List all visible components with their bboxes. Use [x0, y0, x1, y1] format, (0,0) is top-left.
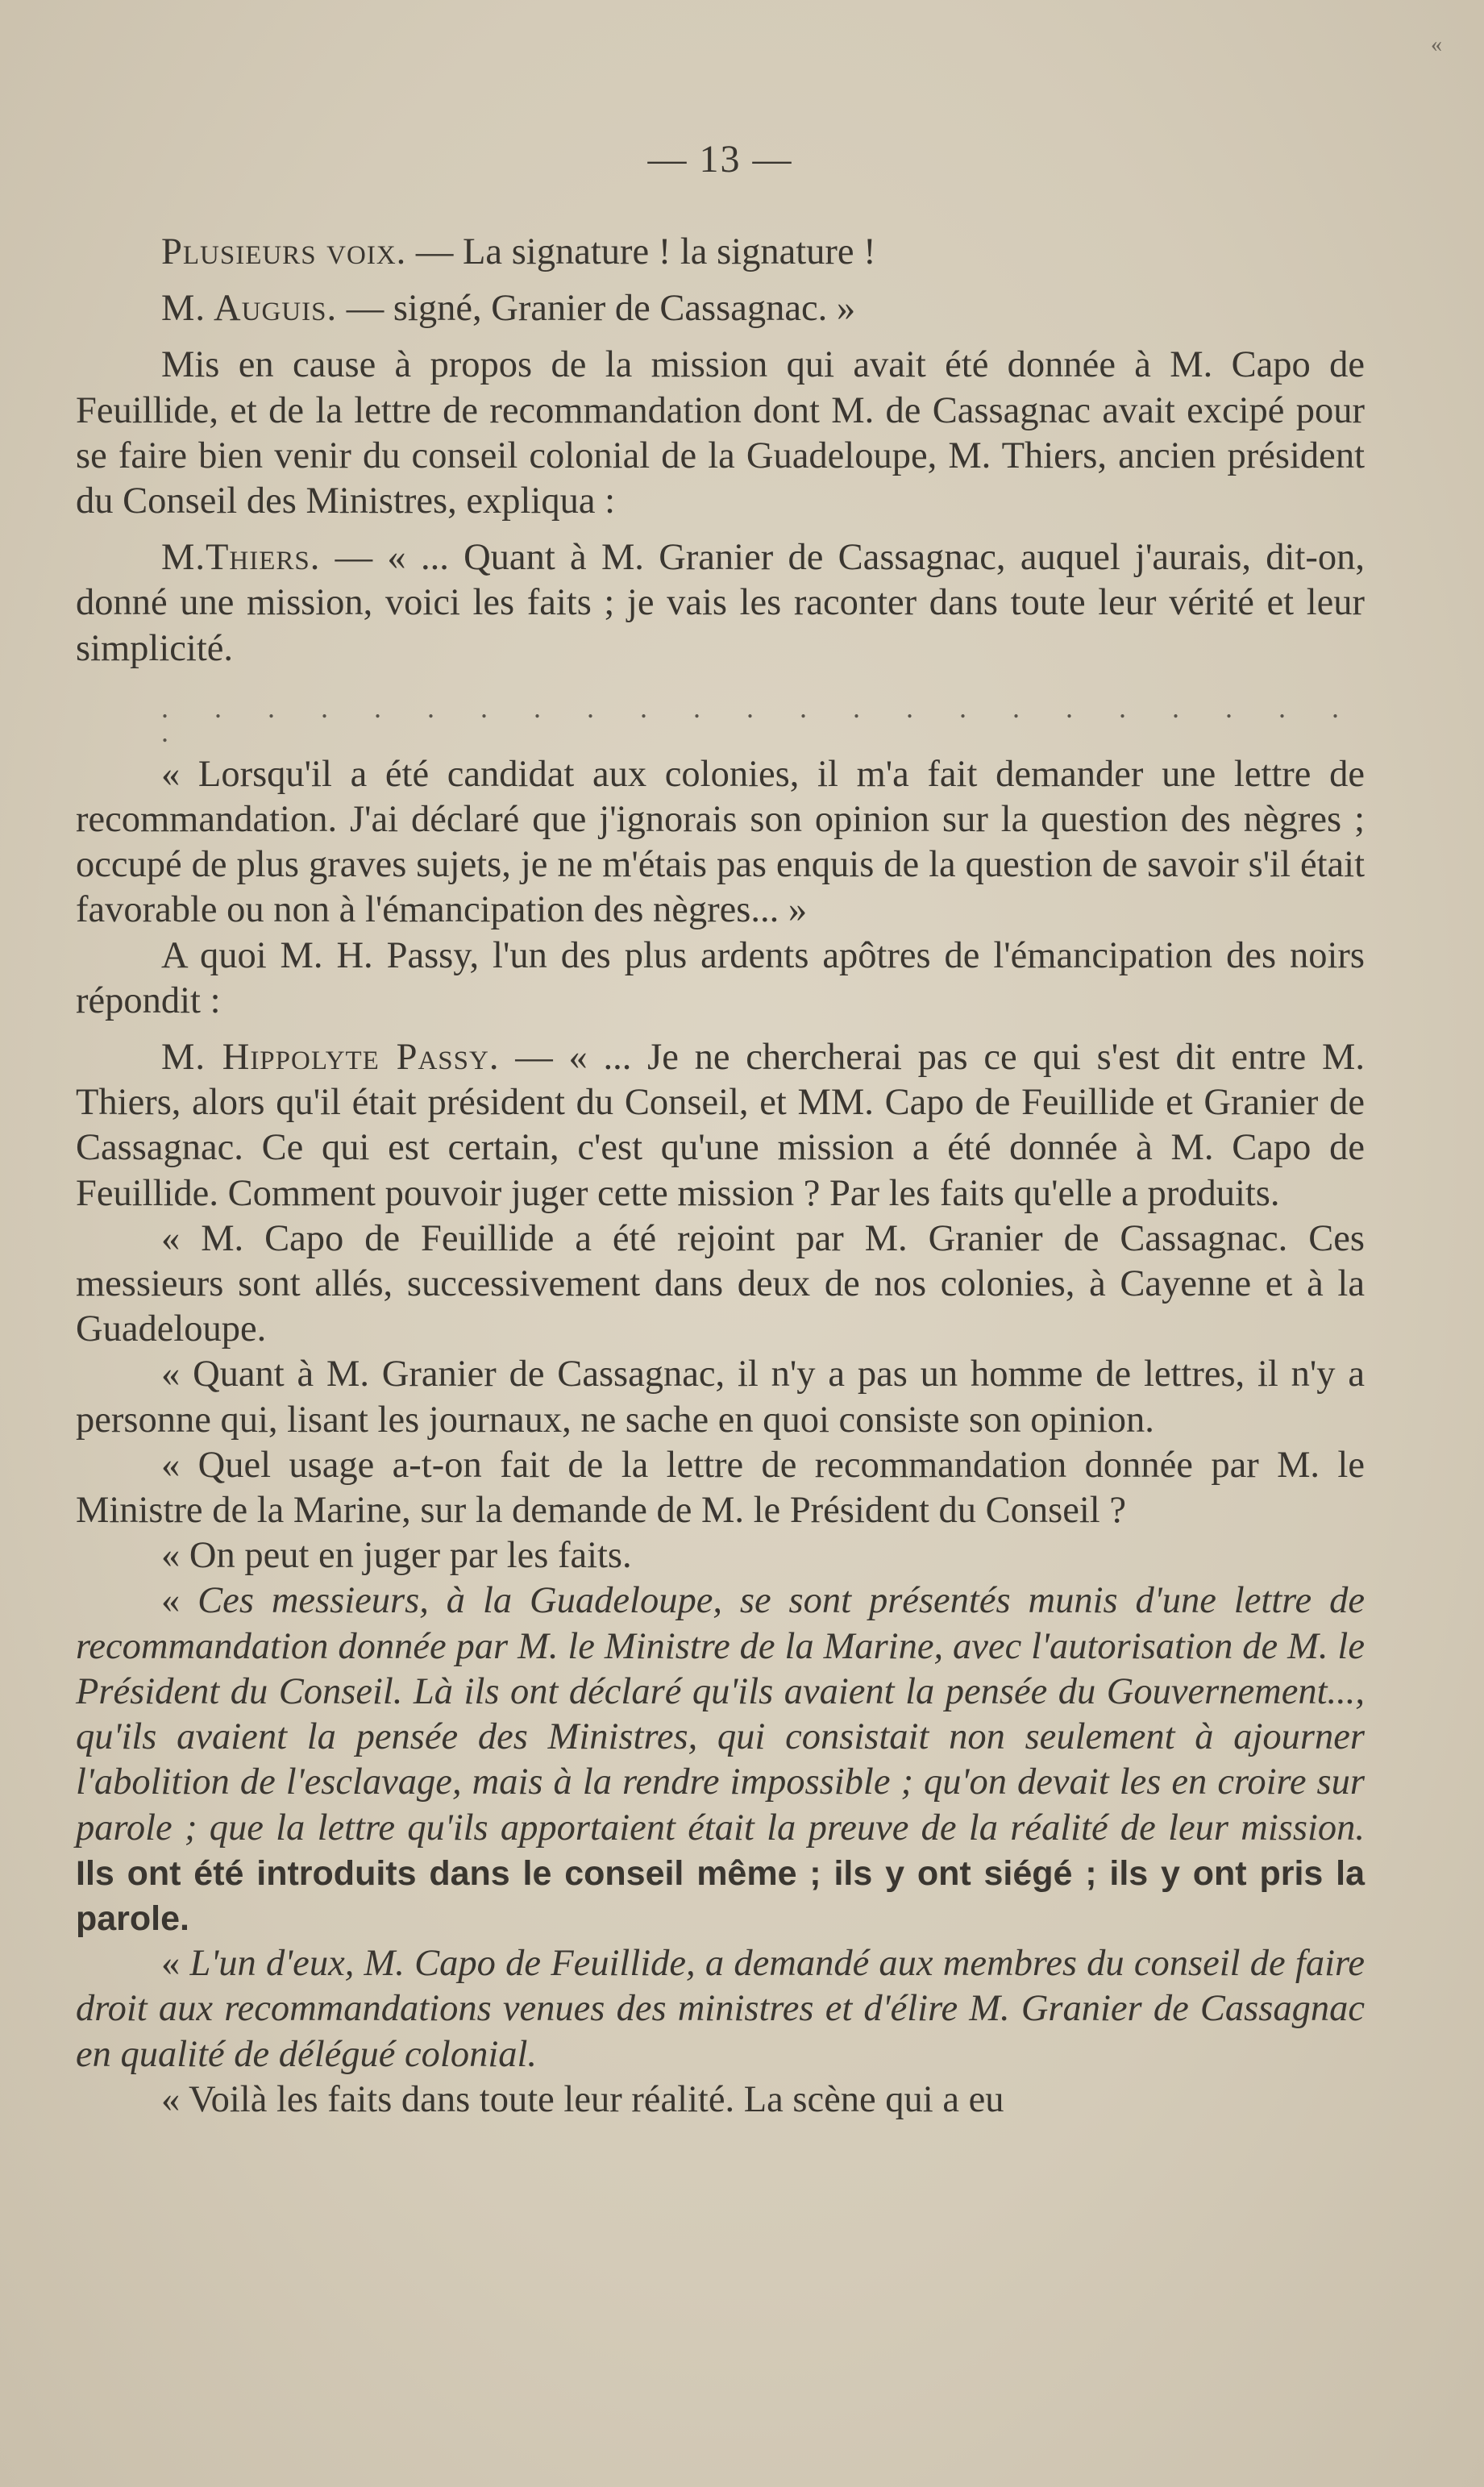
quote-open: «	[161, 1580, 198, 1622]
italic-quote: L'un d'eux, M. Capo de Feuillide, a demandé aux membres du conseil de faire droit aux recommandations venues des ministres et d'élire M. Granier de Cassagnac en qualité de délégué colonial.	[76, 1943, 1365, 2075]
paragraph-4	[76, 535, 1365, 672]
page-number: — 13 —	[647, 138, 793, 181]
paragraph-3: Mis en cause à propos de la mission qui avait été donnée à M. Capo de Feuillide, et de la lettre de recommandation dont M. de Cassagnac avait excipé pour se faire bien venir du conseil colonial de la Guadeloupe, M. Thiers, ancien président du Conseil des Ministres, expliqua :	[76, 344, 1365, 522]
speaker-name: M.Thiers.	[161, 537, 321, 579]
paragraph-2	[76, 286, 1365, 331]
speaker-name: M. Auguis.	[161, 288, 338, 330]
corner-mark: «	[1431, 32, 1442, 57]
paragraph-text: — « ... Je ne chercherai pas ce qui s'est dit entre M. Thiers, alors qu'il était président du Conseil, et MM. Capo de Feuillide et Granier de Cassagnac. Ce qui est certain, c'est qu'une mission a été donnée à M. Capo de Feuillide. Comment pouvoir juger cette mission ? Par les faits qu'elle a produits.	[76, 1037, 1366, 1214]
paragraph-7	[76, 1035, 1365, 1216]
paragraph-10: « Quel usage a-t-on fait de la lettre de recommandation donnée par M. le Ministre de la Marine, sur la demande de M. le Président du Conseil ?	[76, 1444, 1365, 1532]
quote-open: «	[161, 1943, 190, 1985]
paragraph-11: « On peut en juger par les faits.	[161, 1535, 632, 1577]
paragraph-text: — « ... Quant à M. Granier de Cassagnac, auquel j'aurais, dit-on, donné une mission, voici les faits ; je vais les raconter dans toute leur vérité et leur simplicité.	[76, 537, 1365, 669]
paragraph-8: « M. Capo de Feuillide a été rejoint par M. Granier de Cassagnac. Ces messieurs sont allés, successivement dans deux de nos colonies, à Cayenne et à la Guadeloupe.	[76, 1217, 1365, 1350]
paragraph-13	[76, 1941, 1365, 2077]
paragraph-12	[76, 1578, 1365, 1941]
ellipsis-separator: . . . . . . . . . . . . . . . . . . . . . . . .	[161, 691, 1358, 748]
italic-quote: Ces messieurs, à la Guadeloupe, se sont présentés munis d'une lettre de recommandation donnée par M. le Ministre de la Marine, avec l'autorisation de M. le Président du Conseil. Là ils ont déclaré qu'ils avaient la pensée du Gouvernement..., qu'ils avaient la pensée des Ministres, qui consistait non seulement à ajourner l'abolition de l'esclavage, mais à la rendre impossible ; qu'on devait les en croire sur parole ; que la lettre qu'ils apportaient était la preuve de la réalité de leur mission.	[76, 1580, 1365, 1849]
paragraph-14: « Voilà les faits dans toute leur réalité. La scène qui a eu	[161, 2078, 1004, 2120]
paragraph-text: — La signature ! la signature !	[406, 231, 876, 272]
paragraph-text: — signé, Granier de Cassagnac. »	[337, 288, 856, 330]
paragraph-9: « Quant à M. Granier de Cassagnac, il n'y a pas un homme de lettres, il n'y a personne qui, lisant les journaux, ne sache en quoi consiste son opinion.	[76, 1354, 1365, 1441]
paragraph-5: « Lorsqu'il a été candidat aux colonies, il m'a fait demander une lettre de recommandation. J'ai déclaré que j'ignorais son opinion sur la question des nègres ; occupé de plus graves sujets, je ne m'étais pas enquis de la question de savoir s'il était favorable ou non à l'émancipation des nègres... »	[76, 753, 1365, 931]
speaker-name: M. Hippolyte Passy.	[161, 1037, 500, 1079]
paragraph-1	[76, 230, 1365, 275]
speaker-name: Plusieurs voix.	[161, 231, 407, 272]
paragraph-6: A quoi M. H. Passy, l'un des plus ardents apôtres de l'émancipation des noirs répondit :	[76, 934, 1365, 1021]
bold-text: Ils ont été introduits dans le conseil même ; ils y ont siégé ; ils y ont pris la parole.	[76, 1853, 1365, 1938]
